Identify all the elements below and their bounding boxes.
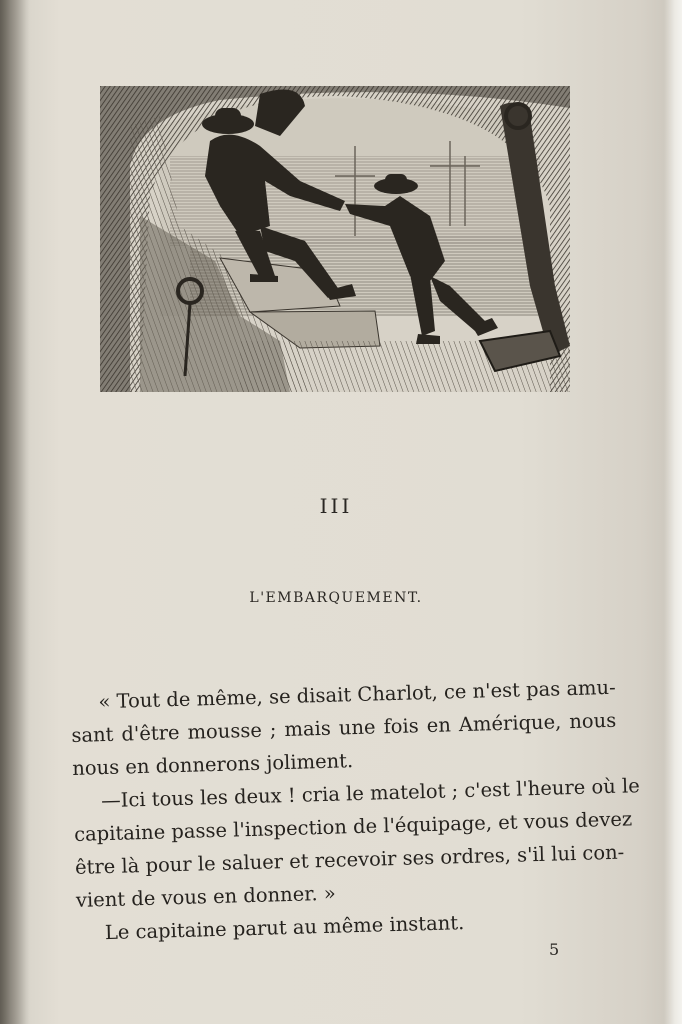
body-text [70,671,641,950]
text-line: capitaine passe l'inspection de l'équipage, et vous devez [73,807,633,846]
text-line: —Ici tous les deux ! cria le matelot ; c'est l'heure où le [100,774,641,813]
chapter-title: L'EMBARQUEMENT. [249,590,423,606]
text-line: vient de vous en donner. » [75,881,337,912]
text-line: nous en donnerons joliment. [71,749,354,780]
text-line: « Tout de même, se disait Charlot, ce n'est pas amu- [98,675,616,714]
engraving-two-boys-on-quay-icon [100,86,570,392]
text-line: Le capitaine parut au même instant. [104,911,465,945]
text-line: être là pour le saluer et recevoir ses ordres, s'il lui con- [74,840,625,879]
engraving-illustration [100,86,570,392]
text-line: sant d'être mousse ; mais une fois en Amérique, nous [71,708,617,747]
page-number: 5 [549,940,560,959]
chapter-number: III [319,494,353,518]
